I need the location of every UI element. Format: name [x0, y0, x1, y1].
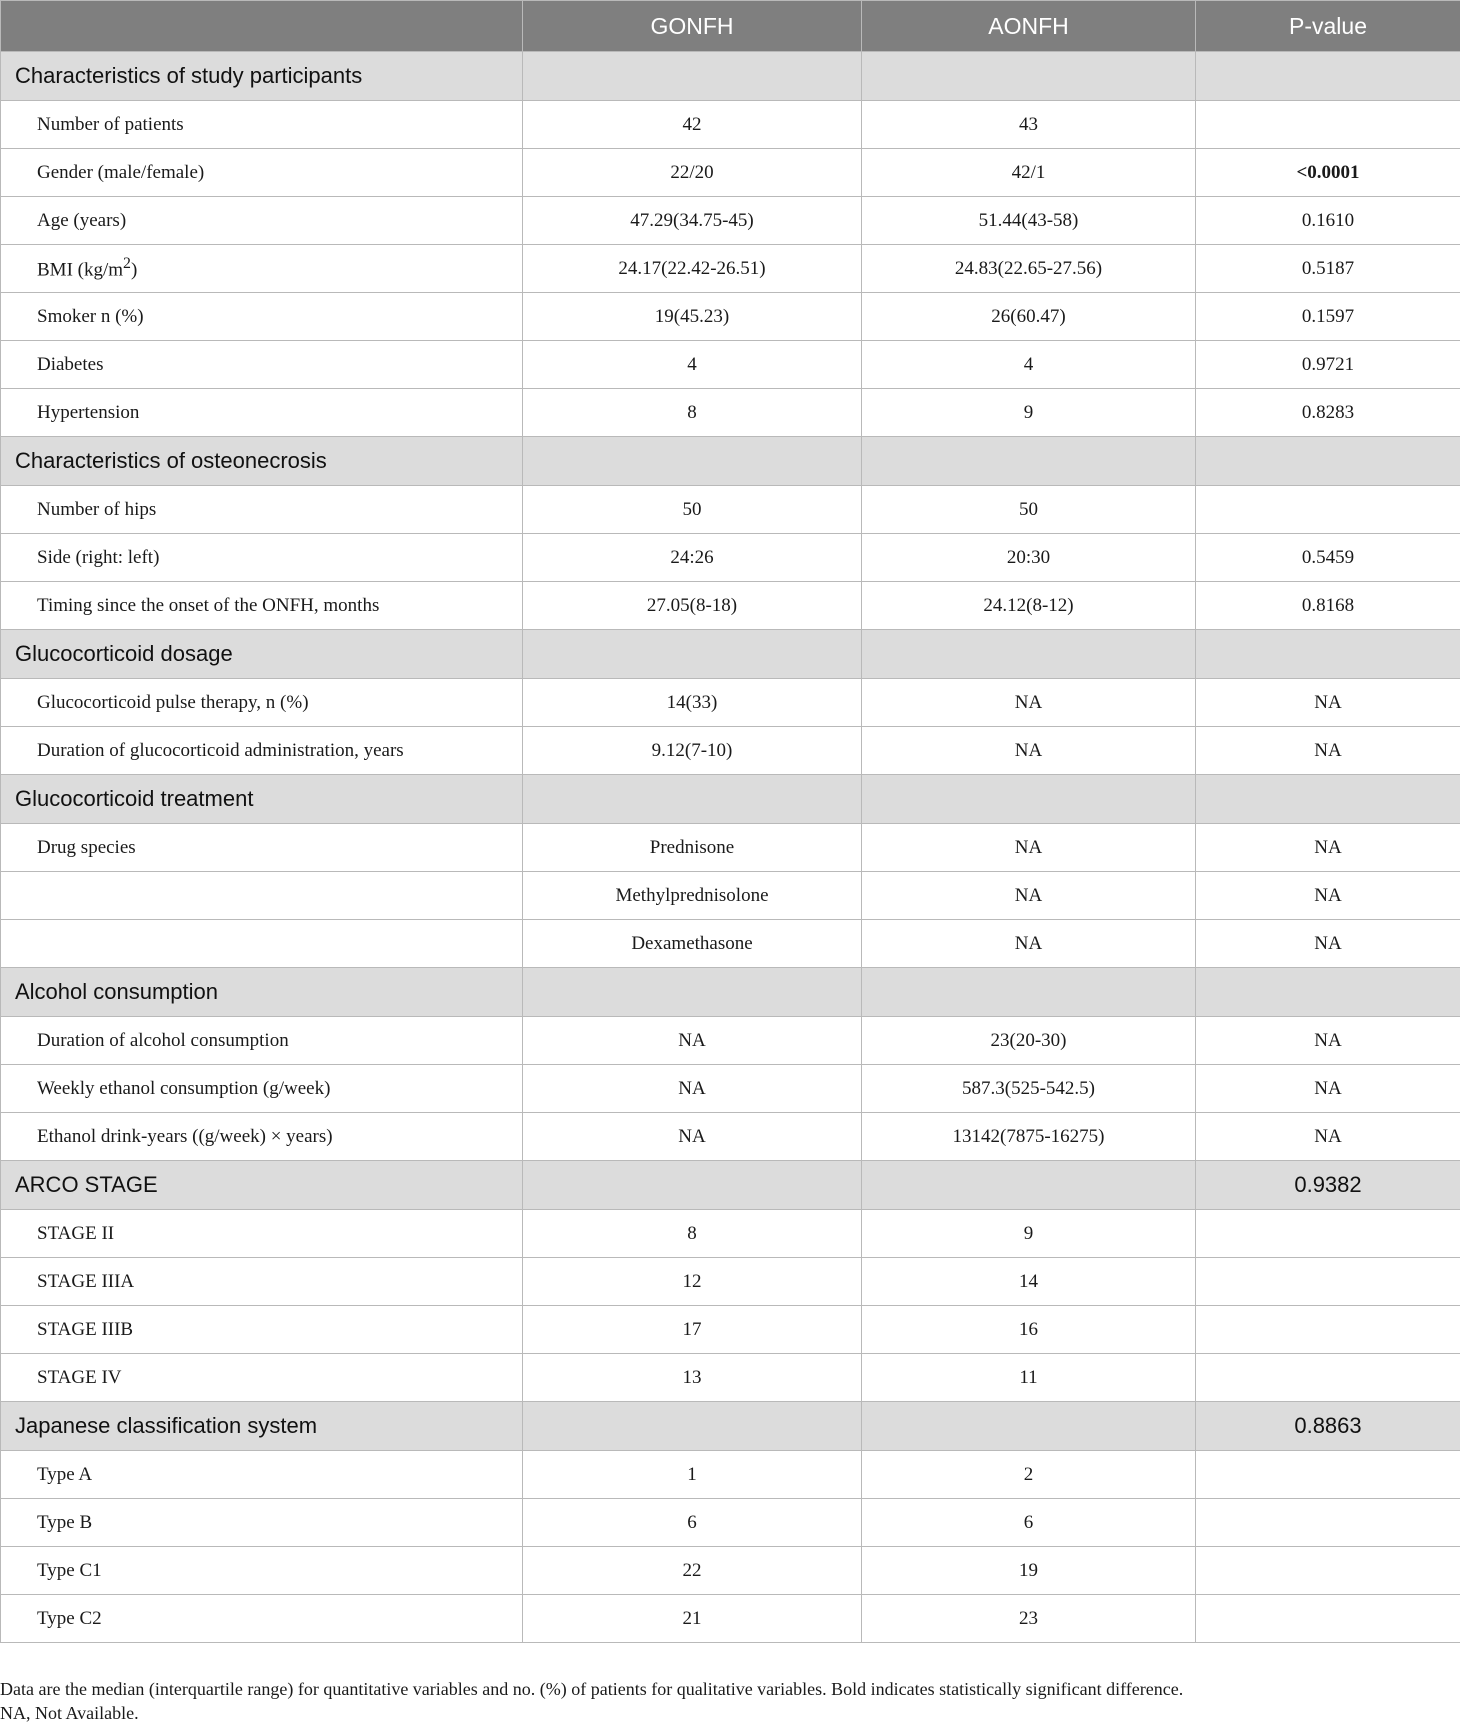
- table-row: [1, 149, 1460, 197]
- section-p-value: [1196, 775, 1460, 824]
- aonfh-value: 20:30: [862, 534, 1196, 582]
- section-p-value: [1196, 968, 1460, 1017]
- aonfh-value: 4: [862, 341, 1196, 389]
- table-row: [1, 679, 1460, 727]
- gonfh-value: Methylprednisolone: [523, 872, 862, 920]
- aonfh-value: NA: [862, 727, 1196, 775]
- row-label: Type C1: [1, 1547, 523, 1595]
- row-label: Duration of glucocorticoid administration, years: [1, 727, 523, 775]
- gonfh-value: NA: [523, 1113, 862, 1161]
- table-row: [1, 920, 1460, 968]
- aonfh-value: 42/1: [862, 149, 1196, 197]
- section-row: [1, 630, 1460, 679]
- aonfh-value: 9: [862, 1210, 1196, 1258]
- p-value: [1196, 1451, 1460, 1499]
- section-empty-cell: [523, 1402, 862, 1451]
- aonfh-value: 50: [862, 486, 1196, 534]
- section-empty-cell: [523, 968, 862, 1017]
- aonfh-value: 24.12(8-12): [862, 582, 1196, 630]
- p-value: NA: [1196, 727, 1460, 775]
- p-value: <0.0001: [1196, 149, 1460, 197]
- table-row: [1, 872, 1460, 920]
- p-value: NA: [1196, 872, 1460, 920]
- gonfh-value: 22/20: [523, 149, 862, 197]
- section-empty-cell: [523, 775, 862, 824]
- row-label: STAGE IIIB: [1, 1306, 523, 1354]
- row-label: Ethanol drink-years ((g/week) × years): [1, 1113, 523, 1161]
- gonfh-value: NA: [523, 1065, 862, 1113]
- gonfh-value: 1: [523, 1451, 862, 1499]
- p-value: 0.5459: [1196, 534, 1460, 582]
- p-value: NA: [1196, 1113, 1460, 1161]
- p-value: [1196, 1306, 1460, 1354]
- gonfh-value: 24:26: [523, 534, 862, 582]
- gonfh-value: 42: [523, 101, 862, 149]
- p-value: [1196, 1595, 1460, 1643]
- footnote-na-definition: NA, Not Available.: [0, 1703, 139, 1723]
- gonfh-value: 8: [523, 1210, 862, 1258]
- row-label: [1, 245, 523, 293]
- aonfh-value: NA: [862, 679, 1196, 727]
- row-label-text: BMI (kg/m: [37, 259, 124, 281]
- header-gonfh: GONFH: [523, 1, 862, 52]
- section-empty-cell: [862, 437, 1196, 486]
- aonfh-value: 51.44(43-58): [862, 197, 1196, 245]
- p-value: [1196, 1547, 1460, 1595]
- gonfh-value: 21: [523, 1595, 862, 1643]
- row-label: Duration of alcohol consumption: [1, 1017, 523, 1065]
- p-value: 0.5187: [1196, 245, 1460, 293]
- section-empty-cell: [862, 630, 1196, 679]
- table-row: [1, 1547, 1460, 1595]
- aonfh-value: 24.83(22.65-27.56): [862, 245, 1196, 293]
- section-row: [1, 1161, 1460, 1210]
- aonfh-value: 16: [862, 1306, 1196, 1354]
- section-row: [1, 775, 1460, 824]
- aonfh-value: 587.3(525-542.5): [862, 1065, 1196, 1113]
- section-row: [1, 1402, 1460, 1451]
- gonfh-value: 50: [523, 486, 862, 534]
- row-label: Smoker n (%): [1, 293, 523, 341]
- p-value: 0.8283: [1196, 389, 1460, 437]
- section-empty-cell: [862, 968, 1196, 1017]
- row-label: Drug species: [1, 824, 523, 872]
- row-label: Glucocorticoid pulse therapy, n (%): [1, 679, 523, 727]
- p-value: 0.1610: [1196, 197, 1460, 245]
- row-label-superscript: 2: [123, 255, 131, 273]
- p-value: [1196, 1354, 1460, 1402]
- gonfh-value: 17: [523, 1306, 862, 1354]
- gonfh-value: 8: [523, 389, 862, 437]
- table-row: [1, 1354, 1460, 1402]
- row-label-suffix: ): [130, 259, 138, 281]
- section-empty-cell: [862, 52, 1196, 101]
- row-label: [1, 920, 523, 968]
- row-label: Type A: [1, 1451, 523, 1499]
- table-row: [1, 101, 1460, 149]
- table-body: [1, 52, 1460, 1643]
- row-label: Gender (male/female): [1, 149, 523, 197]
- table-row: [1, 1499, 1460, 1547]
- gonfh-value: Dexamethasone: [523, 920, 862, 968]
- section-empty-cell: [523, 630, 862, 679]
- gonfh-value: 4: [523, 341, 862, 389]
- p-value: NA: [1196, 1017, 1460, 1065]
- gonfh-value: 12: [523, 1258, 862, 1306]
- gonfh-value: 19(45.23): [523, 293, 862, 341]
- gonfh-value: NA: [523, 1017, 862, 1065]
- row-label: Side (right: left): [1, 534, 523, 582]
- section-row: [1, 52, 1460, 101]
- table-header: [1, 1, 1460, 52]
- table-row: [1, 341, 1460, 389]
- section-empty-cell: [523, 437, 862, 486]
- p-value: 0.1597: [1196, 293, 1460, 341]
- row-label: Age (years): [1, 197, 523, 245]
- table-row: [1, 1258, 1460, 1306]
- aonfh-value: 43: [862, 101, 1196, 149]
- section-empty-cell: [862, 1402, 1196, 1451]
- aonfh-value: 2: [862, 1451, 1196, 1499]
- table-row: [1, 824, 1460, 872]
- p-value: [1196, 101, 1460, 149]
- aonfh-value: 19: [862, 1547, 1196, 1595]
- table-row: [1, 486, 1460, 534]
- section-p-value: [1196, 52, 1460, 101]
- row-label: [1, 872, 523, 920]
- table-row: [1, 1065, 1460, 1113]
- table-row: [1, 1017, 1460, 1065]
- table-row: [1, 534, 1460, 582]
- gonfh-value: 13: [523, 1354, 862, 1402]
- row-label: Timing since the onset of the ONFH, months: [1, 582, 523, 630]
- header-row: [1, 1, 1460, 52]
- aonfh-value: 6: [862, 1499, 1196, 1547]
- section-p-value: [1196, 630, 1460, 679]
- row-label: STAGE II: [1, 1210, 523, 1258]
- section-empty-cell: [862, 775, 1196, 824]
- aonfh-value: NA: [862, 824, 1196, 872]
- gonfh-value: 14(33): [523, 679, 862, 727]
- table-row: [1, 727, 1460, 775]
- aonfh-value: 9: [862, 389, 1196, 437]
- gonfh-value: Prednisone: [523, 824, 862, 872]
- gonfh-value: 22: [523, 1547, 862, 1595]
- table-row: [1, 197, 1460, 245]
- p-value: [1196, 1210, 1460, 1258]
- gonfh-value: 47.29(34.75-45): [523, 197, 862, 245]
- table-row: [1, 389, 1460, 437]
- section-title: Japanese classification system: [1, 1402, 523, 1451]
- aonfh-value: 11: [862, 1354, 1196, 1402]
- table-row: [1, 1113, 1460, 1161]
- section-empty-cell: [523, 1161, 862, 1210]
- p-value: NA: [1196, 679, 1460, 727]
- gonfh-value: 24.17(22.42-26.51): [523, 245, 862, 293]
- aonfh-value: 13142(7875-16275): [862, 1113, 1196, 1161]
- section-p-value: [1196, 437, 1460, 486]
- table-row: [1, 293, 1460, 341]
- section-row: [1, 968, 1460, 1017]
- section-p-value: 0.8863: [1196, 1402, 1460, 1451]
- section-empty-cell: [523, 52, 862, 101]
- row-label: Number of hips: [1, 486, 523, 534]
- table-row: [1, 245, 1460, 293]
- section-title: ARCO STAGE: [1, 1161, 523, 1210]
- section-p-value: 0.9382: [1196, 1161, 1460, 1210]
- table-row: [1, 1451, 1460, 1499]
- p-value: [1196, 1499, 1460, 1547]
- aonfh-value: 14: [862, 1258, 1196, 1306]
- row-label: Diabetes: [1, 341, 523, 389]
- p-value: 0.9721: [1196, 341, 1460, 389]
- row-label: Type C2: [1, 1595, 523, 1643]
- section-title: Alcohol consumption: [1, 968, 523, 1017]
- row-label: Number of patients: [1, 101, 523, 149]
- header-p-value: P-value: [1196, 1, 1460, 52]
- p-value: 0.8168: [1196, 582, 1460, 630]
- gonfh-value: 27.05(8-18): [523, 582, 862, 630]
- row-label: Type B: [1, 1499, 523, 1547]
- row-label: Hypertension: [1, 389, 523, 437]
- section-title: Characteristics of osteonecrosis: [1, 437, 523, 486]
- aonfh-value: 23: [862, 1595, 1196, 1643]
- table-row: [1, 1306, 1460, 1354]
- row-label: STAGE IV: [1, 1354, 523, 1402]
- row-label: Weekly ethanol consumption (g/week): [1, 1065, 523, 1113]
- p-value: [1196, 1258, 1460, 1306]
- table-row: [1, 1210, 1460, 1258]
- gonfh-value: 6: [523, 1499, 862, 1547]
- header-aonfh: AONFH: [862, 1, 1196, 52]
- p-value: [1196, 486, 1460, 534]
- aonfh-value: NA: [862, 920, 1196, 968]
- row-label: STAGE IIIA: [1, 1258, 523, 1306]
- p-value: NA: [1196, 920, 1460, 968]
- aonfh-value: NA: [862, 872, 1196, 920]
- footnote-data-description: Data are the median (interquartile range) for quantitative variables and no. (%) of patients for qualitative variables. Bold indicates statistically significant difference.: [0, 1679, 1184, 1699]
- header-blank-cell: [1, 1, 523, 52]
- p-value: NA: [1196, 1065, 1460, 1113]
- table-row: [1, 1595, 1460, 1643]
- aonfh-value: 26(60.47): [862, 293, 1196, 341]
- gonfh-value: 9.12(7-10): [523, 727, 862, 775]
- p-value: NA: [1196, 824, 1460, 872]
- section-title: Characteristics of study participants: [1, 52, 523, 101]
- aonfh-value: 23(20-30): [862, 1017, 1196, 1065]
- section-row: [1, 437, 1460, 486]
- section-empty-cell: [862, 1161, 1196, 1210]
- section-title: Glucocorticoid treatment: [1, 775, 523, 824]
- section-title: Glucocorticoid dosage: [1, 630, 523, 679]
- table-footnotes: [0, 1677, 1183, 1725]
- table-row: [1, 582, 1460, 630]
